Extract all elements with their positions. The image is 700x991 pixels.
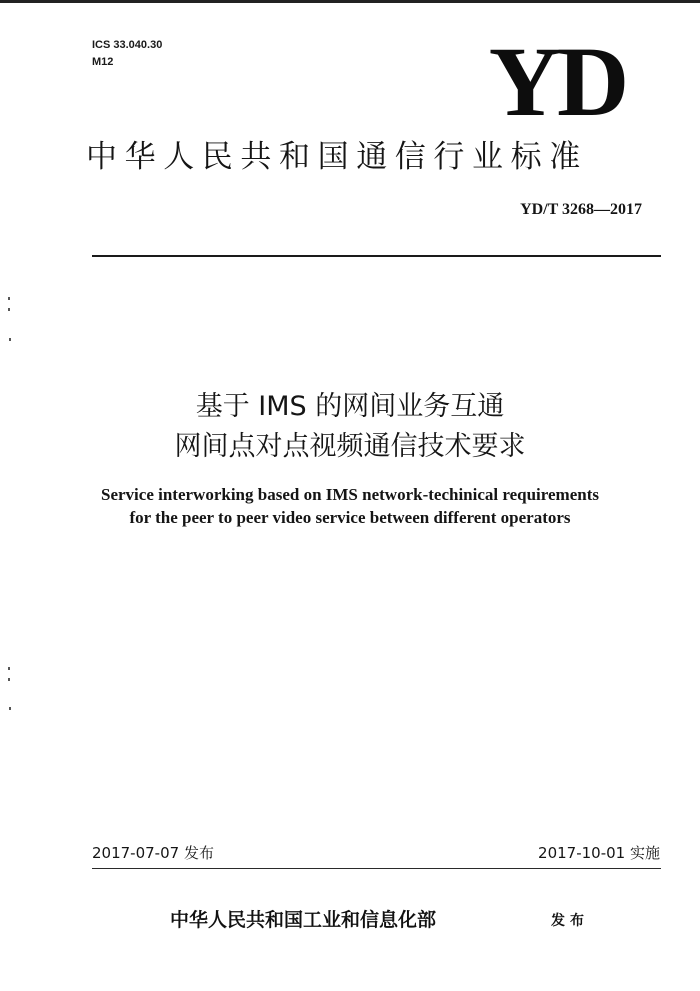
title-cn-line-1: 基于 IMS 的网间业务互通 xyxy=(195,391,505,422)
publisher-name: 中华人民共和国工业和信息化部 xyxy=(170,909,437,931)
standard-number: YD/T 3268—2017 xyxy=(520,201,642,218)
classification-code: M12 xyxy=(92,56,114,68)
scan-mark xyxy=(8,667,10,670)
scan-mark xyxy=(8,678,10,681)
document-title-cn xyxy=(0,387,700,467)
document-title-en xyxy=(0,483,700,529)
header-rule xyxy=(92,255,661,257)
implementation-date: 2017-10-01 实施 xyxy=(538,844,660,862)
scan-mark xyxy=(9,707,11,710)
scan-mark xyxy=(8,297,10,300)
footer-rule xyxy=(92,868,661,869)
classification-block xyxy=(92,37,162,71)
yd-logo: YD xyxy=(488,26,626,137)
title-en-line-2: for the peer to peer video service between different operators xyxy=(129,508,571,527)
standard-category-title: 中华人民共和国通信行业标准 xyxy=(86,139,588,175)
ics-code: ICS 33.040.30 xyxy=(92,39,163,51)
scan-mark xyxy=(9,338,11,341)
title-en-line-1: Service interworking based on IMS network-techinical requirements xyxy=(101,485,599,504)
top-border xyxy=(0,0,700,3)
scan-mark xyxy=(8,308,10,311)
issue-date: 2017-07-07 发布 xyxy=(92,844,214,862)
title-cn-line-2: 网间点对点视频通信技术要求 xyxy=(174,431,526,462)
publish-label: 发布 xyxy=(551,913,589,929)
